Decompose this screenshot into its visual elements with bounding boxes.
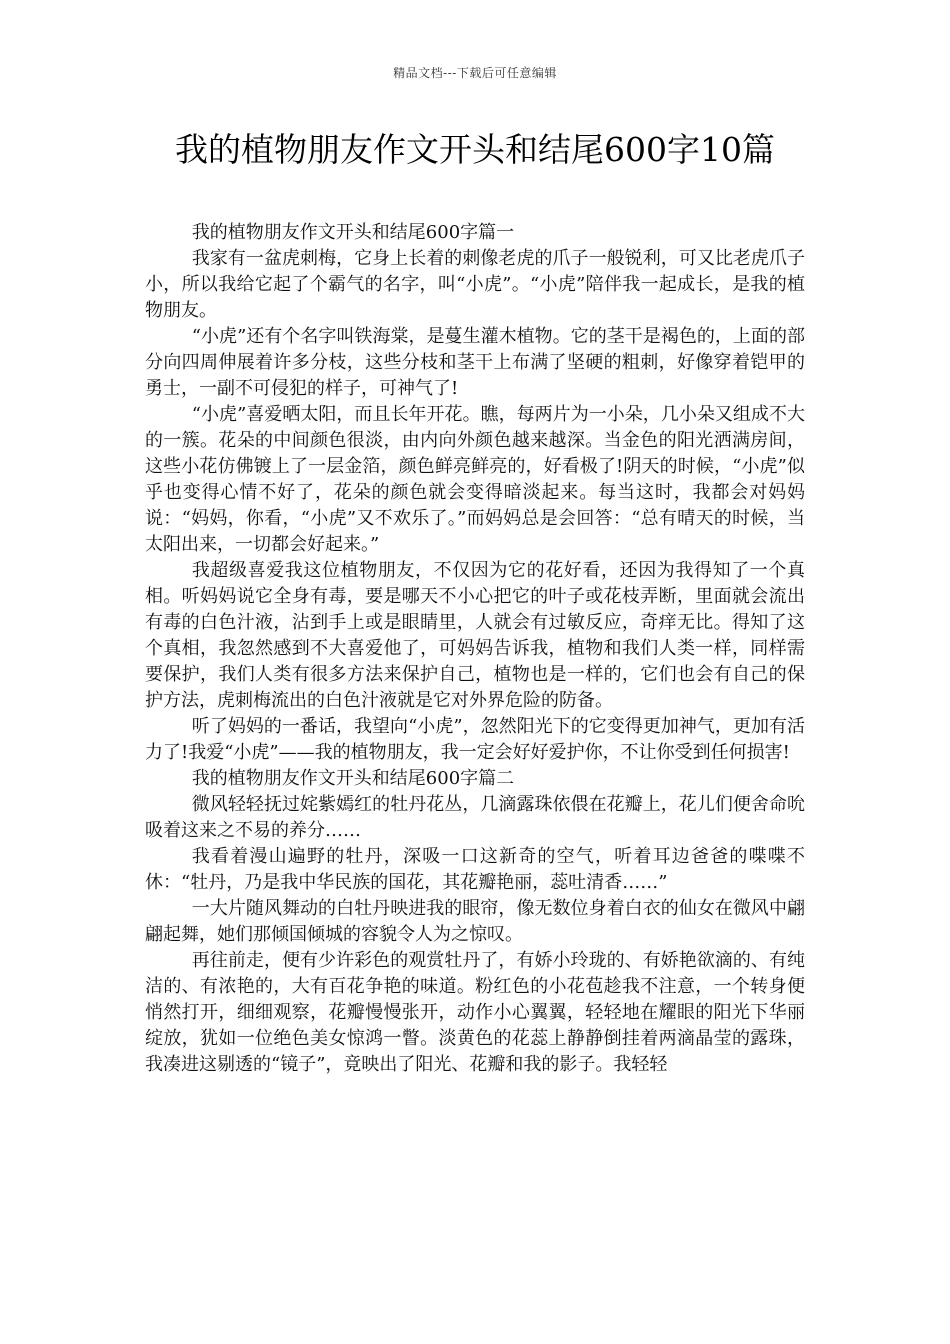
paragraph: 再往前走，便有少许彩色的观赏牡丹了，有娇小玲珑的、有娇艳欲滴的、有纯洁的、有浓艳的，大有百花争艳的味道。粉红色的小花苞趁我不注意，一个转身便悄然打开，细细观察，花瓣慢慢张开，动作小心翼翼，轻轻地在耀眼的阳光下华丽绽放，犹如一位绝色美女惊鸿一瞥。淡黄色的花蕊上静静倒挂着两滴晶莹的露珠，我凑进这剔透的“镜子”，竟映出了阳光、花瓣和我的影子。我轻轻 — [145, 950, 805, 1075]
paragraph: 一大片随风舞动的白牡丹映进我的眼帘，像无数位身着白衣的仙女在微风中翩翩起舞，她们那倾国倾城的容貌令人为之惊叹。 — [145, 898, 805, 945]
paragraph: 微风轻轻抚过姹紫嫣红的牡丹花丛，几滴露珠依偎在花瓣上，花儿们便舍命吮吸着这来之不易的养分…… — [145, 794, 805, 841]
section-heading-2: 我的植物朋友作文开头和结尾600字篇二 — [191, 768, 515, 789]
paragraph: 我家有一盆虎刺梅，它身上长着的刺像老虎的爪子一般锐利，可又比老虎爪子小，所以我给它起了个霸气的名字，叫“小虎”。“小虎”陪伴我一起成长，是我的植物朋友。 — [145, 248, 805, 321]
paragraph: “小虎”还有个名字叫铁海棠，是蔓生灌木植物。它的茎干是褐色的，上面的部分向四周伸展着许多分枝，这些分枝和茎干上布满了坚硬的粗刺，好像穿着铠甲的勇士，一副不可侵犯的样子，可神气了! — [145, 326, 805, 399]
paragraph: “小虎”喜爱晒太阳，而且长年开花。瞧，每两片为一小朵，几小朵又组成不大的一簇。花朵的中间颜色很淡，由内向外颜色越来越深。当金色的阳光洒满房间，这些小花仿佛镀上了一层金箔，颜色鲜亮鲜亮的，好看极了!阴天的时候，“小虎”似乎也变得心情不好了，花朵的颜色就会变得暗淡起来。每当这时，我都会对妈妈说：“妈妈，你看，“小虎”又不欢乐了。”而妈妈总是会回答：“总有晴天的时候，当太阳出来，一切都会好起来。” — [145, 404, 805, 555]
page-header: 精品文档---下载后可任意编辑 — [393, 66, 557, 80]
document-body — [145, 220, 805, 1078]
paragraph: 听了妈妈的一番话，我望向“小虎”，忽然阳光下的它变得更加神气，更加有活力了!我爱“小虎”——我的植物朋友，我一定会好好爱护你，不让你受到任何损害! — [145, 716, 805, 763]
document-title: 我的植物朋友作文开头和结尾600字10篇 — [175, 130, 775, 169]
section-heading-1: 我的植物朋友作文开头和结尾600字篇一 — [191, 222, 515, 243]
paragraph: 我超级喜爱我这位植物朋友，不仅因为它的花好看，还因为我得知了一个真相。听妈妈说它全身有毒，要是哪天不小心把它的叶子或花枝弄断，里面就会流出有毒的白色汁液，沾到手上或是眼睛里，人就会有过敏反应，奇痒无比。得知了这个真相，我忽然感到不大喜爱他了，可妈妈告诉我，植物和我们人类一样，同样需要保护，我们人类有很多方法来保护自己，植物也是一样的，它们也会有自己的保护方法，虎刺梅流出的白色汁液就是它对外界危险的防备。 — [145, 560, 805, 711]
paragraph: 我看着漫山遍野的牡丹，深吸一口这新奇的空气，听着耳边爸爸的喋喋不休：“牡丹，乃是我中华民族的国花，其花瓣艳丽，蕊吐清香……” — [145, 846, 805, 893]
